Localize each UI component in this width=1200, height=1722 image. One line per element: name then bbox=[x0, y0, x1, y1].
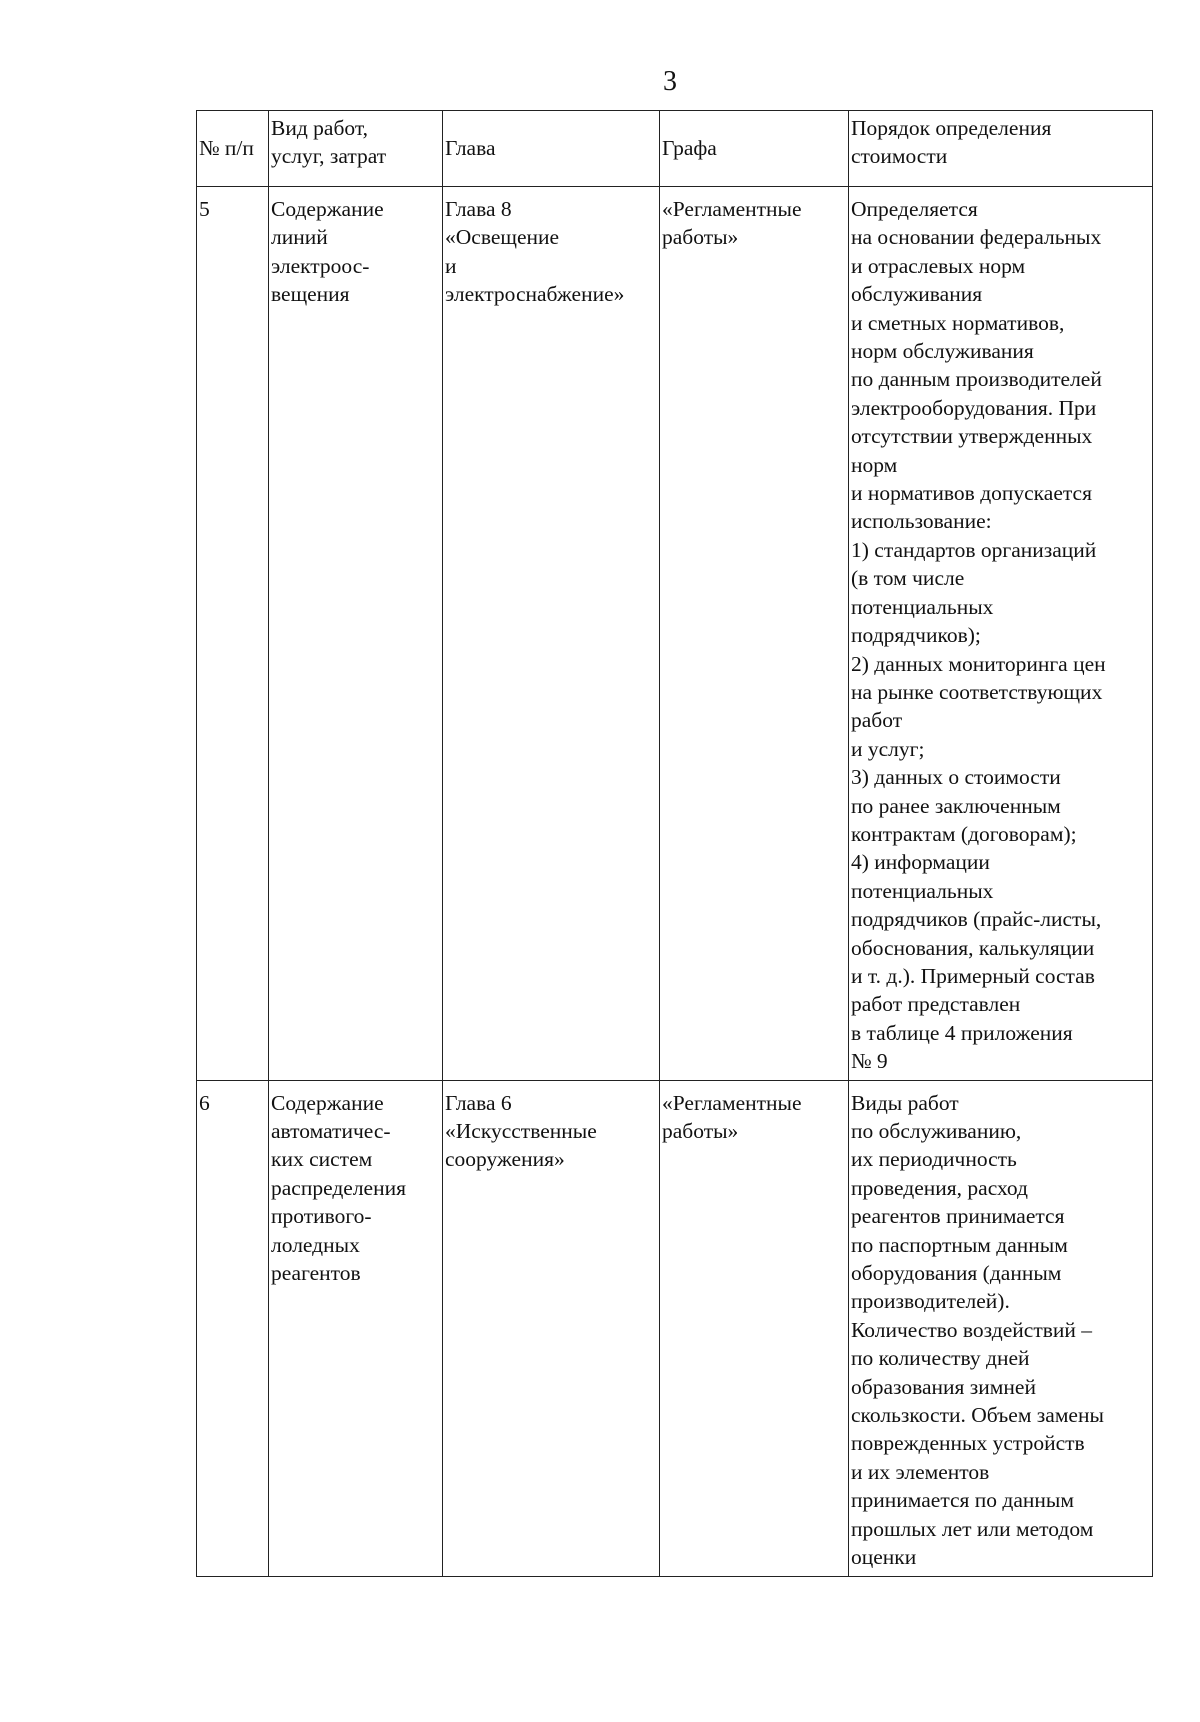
cell-line: подрядчиков (прайс-листы, bbox=[851, 907, 1102, 932]
cell-line: на основании федеральных bbox=[851, 225, 1102, 250]
cell-line: электроос- bbox=[271, 253, 370, 278]
cell-line: реагентов bbox=[271, 1261, 361, 1286]
cell-line: по ранее заключенным bbox=[851, 793, 1061, 818]
row-column bbox=[660, 1080, 849, 1576]
cell-line: оценки bbox=[851, 1545, 917, 1570]
cell-line: работы» bbox=[662, 1119, 739, 1143]
cell-line: ких систем bbox=[271, 1147, 373, 1172]
cell-line: норм обслуживания bbox=[851, 339, 1034, 364]
header-column bbox=[660, 111, 849, 187]
cell-line: скользкости. Объем замены bbox=[851, 1403, 1104, 1428]
cell-line: их периодичность bbox=[851, 1147, 1017, 1172]
row-cost-order bbox=[849, 187, 1153, 1081]
cell-line: подрядчиков); bbox=[851, 623, 981, 648]
cell-line: распределения bbox=[271, 1175, 407, 1200]
cell-line: Глава 8 bbox=[445, 197, 512, 221]
row-number: 6 bbox=[197, 1080, 269, 1576]
cell-line: и нормативов допускается bbox=[851, 481, 1092, 506]
cell-line: поврежденных устройств bbox=[851, 1431, 1085, 1456]
cell-line: и их элементов bbox=[851, 1459, 990, 1484]
header-cost-order bbox=[849, 111, 1153, 187]
cell-line: Порядок определения bbox=[851, 116, 1052, 140]
table-row bbox=[197, 1080, 1153, 1576]
cell-line: 1) стандартов организаций bbox=[851, 537, 1097, 562]
header-chapter bbox=[443, 111, 660, 187]
row-chapter bbox=[443, 187, 660, 1081]
cell-line: образования зимней bbox=[851, 1374, 1036, 1399]
page-number: 3 bbox=[663, 66, 677, 97]
cell-line: и т. д.). Примерный состав bbox=[851, 963, 1095, 988]
cell-line: 4) информации bbox=[851, 850, 990, 875]
cell-line: на рынке соответствующих bbox=[851, 679, 1103, 704]
cell-line: принимается по данным bbox=[851, 1488, 1074, 1513]
cell-line: 2) данных мониторинга цен bbox=[851, 651, 1106, 676]
cell-line: прошлых лет или методом bbox=[851, 1516, 1094, 1541]
cell-line: Определяется bbox=[851, 197, 978, 221]
row-work-type bbox=[269, 187, 443, 1081]
cell-line: контрактам (договорам); bbox=[851, 821, 1077, 846]
cell-line: и услуг; bbox=[851, 736, 925, 761]
cell-line: норм bbox=[851, 452, 898, 477]
cell-line: проведения, расход bbox=[851, 1175, 1028, 1200]
cell-line: и отраслевых норм bbox=[851, 253, 1026, 278]
cell-line: работ представлен bbox=[851, 992, 1021, 1017]
cell-line: лоледных bbox=[271, 1232, 360, 1257]
cell-line: использование: bbox=[851, 509, 992, 534]
cell-line: потенциальных bbox=[851, 878, 994, 903]
cell-line: оборудования (данным bbox=[851, 1261, 1062, 1286]
cell-line: и bbox=[445, 253, 457, 278]
cell-line: производителей). bbox=[851, 1289, 1010, 1314]
cell-line: Количество воздействий – bbox=[851, 1317, 1093, 1342]
table-row bbox=[197, 187, 1153, 1081]
cell-line: по паспортным данным bbox=[851, 1232, 1068, 1257]
cell-line: вещения bbox=[271, 282, 350, 307]
cell-line: потенциальных bbox=[851, 594, 994, 619]
cell-line: автоматичес- bbox=[271, 1119, 391, 1143]
cell-line: «Освещение bbox=[445, 225, 560, 250]
row-column bbox=[660, 187, 849, 1081]
cell-line: Глава bbox=[445, 135, 496, 160]
cell-line: и сметных нормативов, bbox=[851, 310, 1065, 335]
cell-line: 3) данных о стоимости bbox=[851, 765, 1061, 790]
cell-line: «Искусственные bbox=[445, 1119, 597, 1143]
cell-line: по данным производителей bbox=[851, 367, 1102, 392]
cell-line: услуг, затрат bbox=[271, 144, 387, 169]
cell-line: сооружения» bbox=[445, 1147, 565, 1172]
cell-line: реагентов принимается bbox=[851, 1204, 1065, 1229]
cell-line: стоимости bbox=[851, 144, 948, 169]
row-cost-order bbox=[849, 1080, 1153, 1576]
cell-line: № 9 bbox=[851, 1049, 888, 1074]
cell-line: противого- bbox=[271, 1204, 372, 1229]
cell-line: № п/п bbox=[199, 135, 254, 160]
cell-line: обоснования, калькуляции bbox=[851, 935, 1095, 960]
row-work-type bbox=[269, 1080, 443, 1576]
cell-line: Вид работ, bbox=[271, 116, 369, 140]
cell-line: линий bbox=[271, 225, 328, 250]
cell-line: по обслуживанию, bbox=[851, 1119, 1022, 1143]
cell-line: электрооборудования. При bbox=[851, 395, 1097, 420]
cell-line: работ bbox=[851, 708, 903, 733]
cell-line: (в том числе bbox=[851, 566, 965, 591]
cell-line: отсутствии утвержденных bbox=[851, 424, 1093, 449]
cell-line: в таблице 4 приложения bbox=[851, 1020, 1073, 1045]
cell-line: работы» bbox=[662, 225, 739, 250]
cell-line: электроснабжение» bbox=[445, 282, 625, 307]
cell-line: обслуживания bbox=[851, 282, 983, 307]
header-number bbox=[197, 111, 269, 187]
cell-line: Глава 6 bbox=[445, 1090, 512, 1115]
cell-line: «Регламентные bbox=[662, 197, 802, 221]
cell-line: Графа bbox=[662, 135, 717, 160]
cell-line: по количеству дней bbox=[851, 1346, 1030, 1371]
row-chapter bbox=[443, 1080, 660, 1576]
cell-line: «Регламентные bbox=[662, 1090, 802, 1115]
cell-line: Виды работ bbox=[851, 1090, 959, 1115]
cell-line: Содержание bbox=[271, 197, 384, 221]
header-work-type bbox=[269, 111, 443, 187]
row-number: 5 bbox=[197, 187, 269, 1081]
cost-table bbox=[196, 110, 1153, 1577]
table-header-row bbox=[197, 111, 1153, 187]
cell-line: Содержание bbox=[271, 1090, 384, 1115]
